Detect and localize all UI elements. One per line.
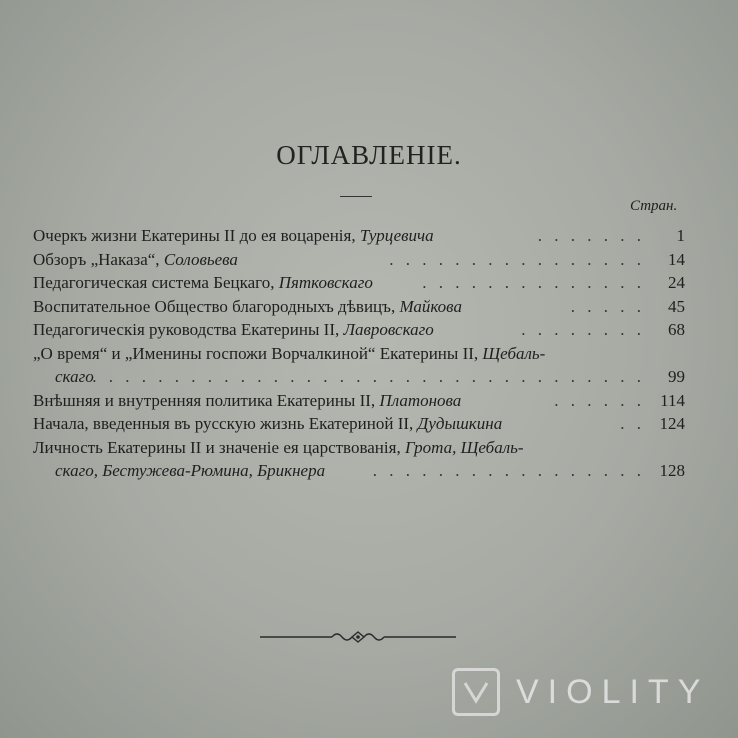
toc-row: [33, 342, 685, 366]
toc-row: [33, 224, 685, 248]
toc-entry-title: Внѣшняя и внутренняя политика Екатерины II,: [33, 390, 380, 410]
watermark-text: VIOLITY: [516, 672, 710, 711]
toc-entry-author: скаго, Бестужева-Рюмина, Брикнера: [55, 461, 326, 480]
toc-row: [33, 412, 685, 436]
toc-page-number: 114: [660, 390, 685, 410]
toc-row: [33, 295, 685, 319]
leader-dots: . . . . . . .: [537, 226, 645, 245]
toc-page-number: 24: [668, 273, 685, 292]
toc-entry: [33, 297, 462, 316]
leader-dots: . . . . . . . . . . . . . .: [422, 273, 645, 292]
page-title: ОГЛАВЛЕНІЕ.: [276, 140, 462, 170]
leader-dots: . . . . . . . . . . . . . . . . .: [372, 461, 645, 480]
toc-row: [33, 248, 685, 272]
toc-entry-title: Очеркъ жизни Екатерины II до ея воцаренія,: [33, 226, 360, 245]
toc-page-number: 68: [668, 320, 685, 339]
toc-entry-author: Лавровскаго: [343, 320, 434, 339]
toc-entry: [33, 438, 524, 457]
toc-page-number: 124: [659, 414, 685, 433]
leader-dots: . . . . . . . . . . . . . . . . . . . . . . . . . . . . . . . . . .: [92, 367, 645, 386]
toc-entry-title: Начала, введенныя въ русскую жизнь Екатериной II,: [33, 414, 418, 433]
table-of-contents: [33, 224, 685, 483]
page-column-header: Стран.: [630, 198, 678, 214]
leader-dots: . . . . . . . .: [521, 320, 645, 339]
toc-page-number: 45: [668, 296, 685, 316]
watermark: [452, 662, 732, 722]
leader-dots: . .: [620, 414, 645, 433]
toc-entry-author: Платонова: [379, 390, 462, 410]
toc-entry: [33, 414, 502, 433]
toc-page-number: 1: [676, 226, 685, 245]
toc-entry: [33, 391, 461, 410]
toc-entry: [33, 320, 434, 339]
toc-entry: [33, 367, 94, 386]
toc-entry-title: Обзоръ „Наказа“,: [33, 249, 164, 269]
toc-entry-author: Турцевича: [359, 226, 434, 245]
leader-dots: . . . . . .: [554, 390, 645, 410]
leader-dots: . . . . .: [570, 296, 645, 316]
toc-entry-author: скаго: [55, 367, 94, 386]
toc-entry-author: Соловьева: [163, 249, 238, 269]
toc-row: [33, 365, 685, 389]
toc-entry: [33, 250, 238, 269]
toc-entry-author: Пятковскаго: [278, 273, 373, 292]
violity-logo-icon: [452, 668, 500, 716]
toc-row: [33, 389, 685, 413]
toc-entry-title: „О время“ и „Именины госпожи Ворчалкиной“ Екатерины II,: [33, 343, 483, 363]
toc-entry-author: Майкова: [399, 296, 462, 316]
toc-entry-title: Педагогическая система Бецкаго,: [33, 273, 279, 292]
leader-dots: . . . . . . . . . . . . . . . .: [389, 249, 645, 269]
toc-entry-title: Воспитательное Общество благородныхъ дѣвицъ,: [33, 296, 400, 316]
toc-entry-author: Грота, Щебаль-: [404, 437, 524, 457]
toc-entry-author: Дудышкина: [417, 414, 503, 433]
toc-entry: [33, 273, 373, 292]
toc-page-number: 128: [659, 461, 685, 480]
toc-entry: [33, 344, 545, 363]
toc-page-number: 99: [668, 367, 685, 386]
toc-entry-title: Личность Екатерины II и значеніе ея царствованія,: [33, 437, 405, 457]
toc-entry-title: Педагогическія руководства Екатерины II,: [33, 320, 344, 339]
toc-entry-author: Щебаль-: [482, 343, 546, 363]
toc-row: [33, 459, 685, 483]
toc-entry: [33, 226, 434, 245]
title-divider: [340, 196, 372, 197]
ornament-divider: [258, 627, 458, 647]
toc-entry: [33, 461, 325, 480]
toc-page-number: 14: [668, 249, 685, 269]
toc-row: [33, 436, 685, 460]
toc-row: [33, 318, 685, 342]
toc-row: [33, 271, 685, 295]
